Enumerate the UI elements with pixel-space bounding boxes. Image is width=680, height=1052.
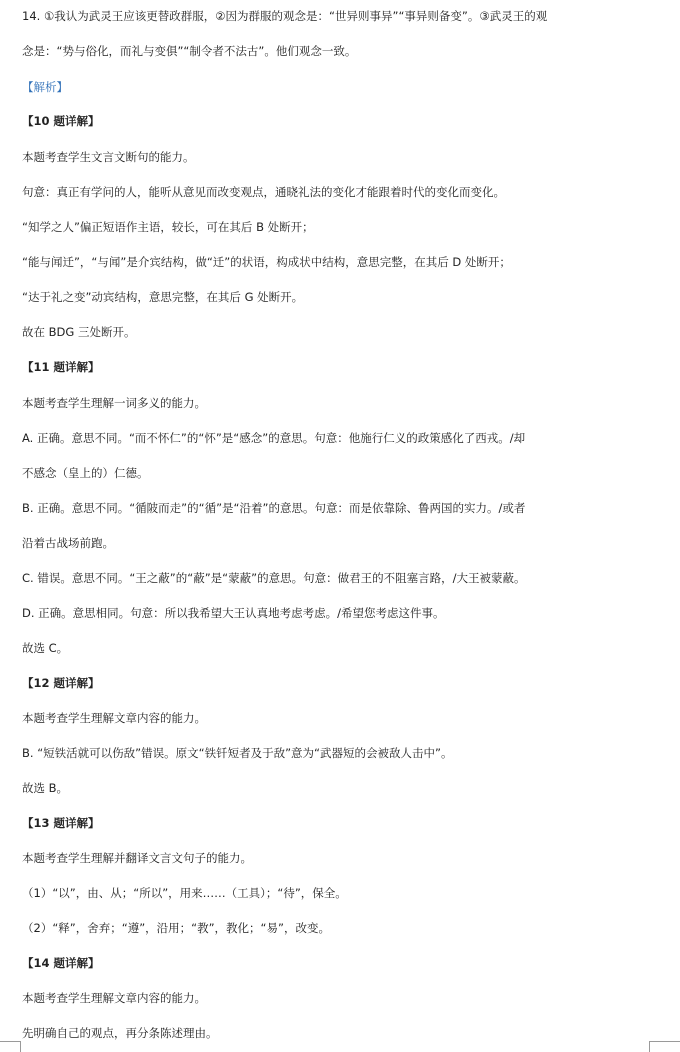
text-line: “达于礼之变”动宾结构，意思完整，在其后 G 处断开。 — [22, 290, 304, 304]
text-line: （2）“释”，舍弃；“遵”，沿用；“教”，教化；“易”，改变。 — [22, 921, 330, 935]
text-line: 本题考查学生理解文章内容的能力。 — [22, 991, 206, 1005]
analysis-tag: 【解析】 — [22, 80, 68, 94]
text-line: 先明确自己的观点，再分条陈述理由。 — [22, 1026, 218, 1040]
section-heading-q10: 【10 题详解】 — [22, 114, 100, 128]
text-line: 念是：“势与俗化，而礼与变俱”“制令者不法古”。他们观念一致。 — [22, 44, 357, 58]
page-corner-mark-left — [0, 1041, 21, 1052]
text-line: D. 正确。意思相同。句意：所以我希望大王认真地考虑考虑。/希望您考虑这件事。 — [22, 606, 445, 620]
text-line: 本题考查学生理解并翻译文言文句子的能力。 — [22, 851, 252, 865]
text-line: 故选 B。 — [22, 781, 69, 795]
text-line: 故在 BDG 三处断开。 — [22, 325, 136, 339]
text-line: 14. ①我认为武灵王应该更替政群服，②因为群服的观念是：“世异则事异”“事异则备变”。③武灵王的观 — [22, 9, 548, 23]
section-heading-q14: 【14 题详解】 — [22, 956, 100, 970]
text-line: “能与闻迁”，“与闻”是介宾结构，做“迁”的状语，构成状中结构，意思完整，在其后 D 处断开； — [22, 255, 511, 269]
page-corner-mark-right — [649, 1041, 680, 1052]
text-line: 句意：真正有学问的人，能听从意见而改变观点，通晓礼法的变化才能跟着时代的变化而变化。 — [22, 185, 505, 199]
text-line: （1）“以”，由、从；“所以”，用来……（工具）；“待”，保全。 — [22, 886, 347, 900]
section-heading-q11: 【11 题详解】 — [22, 360, 100, 374]
text-line: 本题考查学生理解文章内容的能力。 — [22, 711, 206, 725]
text-line: “知学之人”偏正短语作主语，较长，可在其后 B 处断开； — [22, 220, 314, 234]
text-line: 不感念（皇上的）仁德。 — [22, 466, 149, 480]
text-line: 本题考查学生文言文断句的能力。 — [22, 150, 195, 164]
text-line: 本题考查学生理解一词多义的能力。 — [22, 396, 206, 410]
text-line: 沿着古战场前跑。 — [22, 536, 114, 550]
text-line: B. “短铁活就可以伤敌”错误。原文“铁钎短者及于敌”意为“武器短的会被敌人击中”。 — [22, 746, 453, 760]
section-heading-q12: 【12 题详解】 — [22, 676, 100, 690]
text-line: A. 正确。意思不同。“而不怀仁”的“怀”是“感念”的意思。句意：他施行仁义的政策感化了西戎。/却 — [22, 431, 526, 445]
text-line: C. 错误。意思不同。“王之蔽”的“蔽”是“蒙蔽”的意思。句意：做君王的不阻塞言路，/大王被蒙蔽。 — [22, 571, 526, 585]
text-line: 故选 C。 — [22, 641, 69, 655]
text-line: B. 正确。意思不同。“循陂而走”的“循”是“沿着”的意思。句意：而是依靠除、鲁两国的实力。/或者 — [22, 501, 526, 515]
section-heading-q13: 【13 题详解】 — [22, 816, 100, 830]
